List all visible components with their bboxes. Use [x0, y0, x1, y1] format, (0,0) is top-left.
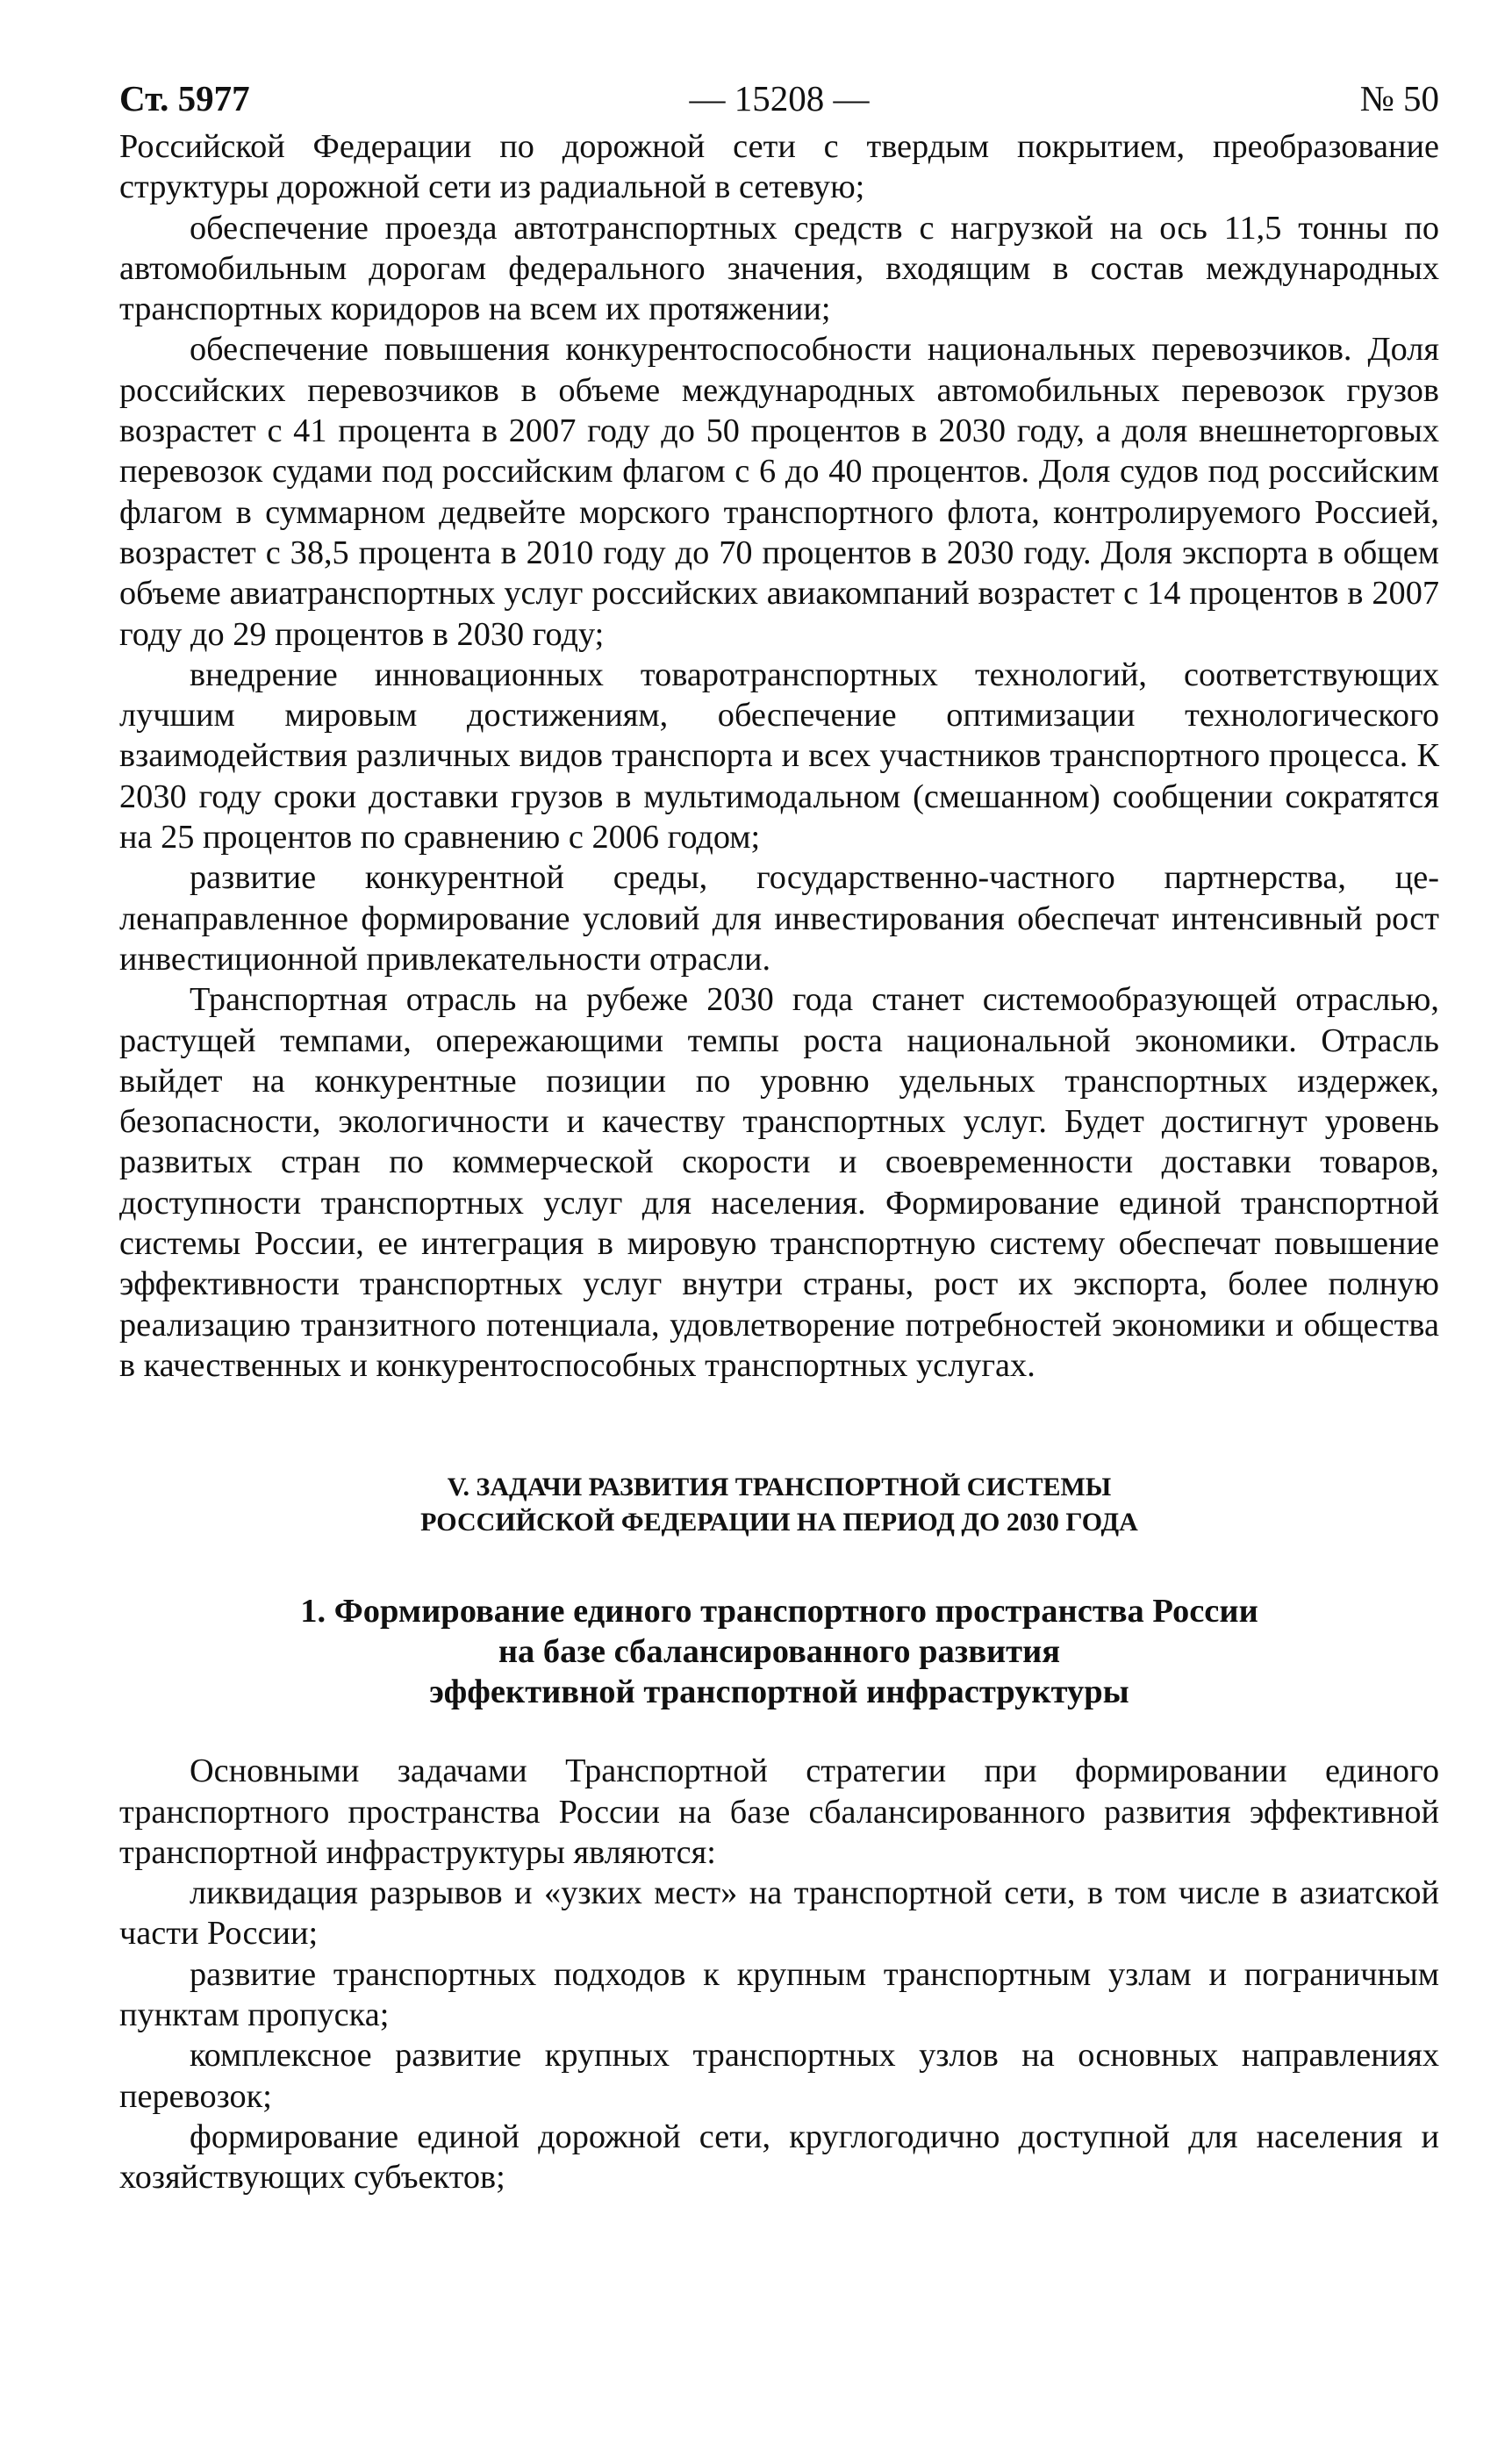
- paragraph: внедрение инновационных товаротранспортных технологий, соответствующих лучшим мировым достижениям, обеспечение оптимизации технологического взаимодействия различных видов транспорта и всех участников транспортного процесса. К 2030 году сроки доставки грузов в мультимодальном (смешанном) сообщении сократятся на 25 процентов по сравнению с 2006 годом;: [119, 656, 1439, 856]
- paragraph: развитие транспортных подходов к крупным транспортным узлам и пограничным пунктам пропуска;: [119, 1955, 1439, 2033]
- article-number: Ст. 5977: [119, 78, 250, 118]
- paragraph: формирование единой дорожной сети, круглогодично доступной для населения и хозяйствующих субъектов;: [119, 2118, 1439, 2197]
- paragraph: обеспечение повышения конкурентоспособности национальных перевозчиков. Доля российских перевозчиков в объеме международных автомобильных перевозок грузов возрастет с 41 процента в 2007 году до 50 процентов в 2030 году, а доля внешнеторговых перевозок судами под российским флагом с 6 до 40 процентов. Доля судов под российским флагом в суммарном дедвейте морского транспортного флота, контролируемого Россией, возрастет с 38,5 процента в 2010 году до 70 процентов в 2030 году. Доля экспорта в общем объеме авиатранспортных услуг российских авиакомпаний возрастет с 14 процентов в 2007 году до 29 процентов в 2030 году;: [119, 331, 1439, 653]
- paragraph: Основными задачами Транспортной стратегии при формировании единого транспортного пространства России на базе сбалансированного развития эффективной транспортной инфраструктуры являются:: [119, 1752, 1439, 1871]
- section-title: [119, 1470, 1439, 1540]
- body-text-top: [119, 126, 1439, 1386]
- subsection-title-line: эффективной транспортной инфраструктуры: [429, 1674, 1129, 1711]
- paragraph: развитие конкурентной среды, государственно-частного партнерства, целенаправленное формирование условий для инвестирования обеспечат интенсивный рост инвестиционной привлекательности отрасли.: [119, 859, 1439, 978]
- section-title-line: РОССИЙСКОЙ ФЕДЕРАЦИИ НА ПЕРИОД ДО 2030 ГОДА: [420, 1508, 1138, 1537]
- subsection-title-line: 1. Формирование единого транспортного пространства России: [300, 1593, 1258, 1631]
- subsection-title: [119, 1591, 1439, 1712]
- paragraph: ликвидация разрывов и «узких мест» на транспортной сети, в том числе в азиатской части России;: [119, 1874, 1439, 1953]
- document-page: [119, 70, 1439, 2197]
- subsection-title-line: на базе сбалансированного развития: [498, 1633, 1061, 1671]
- paragraph: Российской Федерации по дорожной сети с твердым покрытием, преобразование структуры дорожной сети из радиальной в сетевую;: [119, 128, 1439, 206]
- paragraph: обеспечение проезда автотранспортных средств с нагрузкой на ось 11,5 тонны по автомобильным дорогам федерального значения, входящим в состав международных транспортных коридоров на всем их протяжении;: [119, 209, 1439, 328]
- issue-number: № 50: [1359, 78, 1439, 118]
- paragraph: Транспортная отрасль на рубеже 2030 года станет системообразующей отраслью, растущей темпами, опережающими темпы роста национальной экономики. Отрасль выйдет на конкурентные позиции по уровню удельных транспортных издержек, безопасности, экологичности и качеству транспортных услуг. Будет достигнут уровень развитых стран по коммерческой скорости и своевременности доставки товаров, доступности транспортных услуг для населения. Формирование единой транспортной системы России, ее интеграция в мировую транспортную систему обеспечат повышение эффективности транспортных услуг внутри страны, рост их экспорта, более полную реализацию транзитного потенциала, удовлетворение потребностей экономики и общества в качественных и конкурентоспособных транспортных услугах.: [119, 981, 1439, 1384]
- paragraph: комплексное развитие крупных транспортных узлов на основных направлениях перевозок;: [119, 2037, 1439, 2115]
- body-text-bottom: [119, 1751, 1439, 2197]
- page-number: — 15208 —: [689, 78, 870, 118]
- page-header: [119, 70, 1439, 126]
- section-title-line: V. ЗАДАЧИ РАЗВИТИЯ ТРАНСПОРТНОЙ СИСТЕМЫ: [447, 1473, 1112, 1502]
